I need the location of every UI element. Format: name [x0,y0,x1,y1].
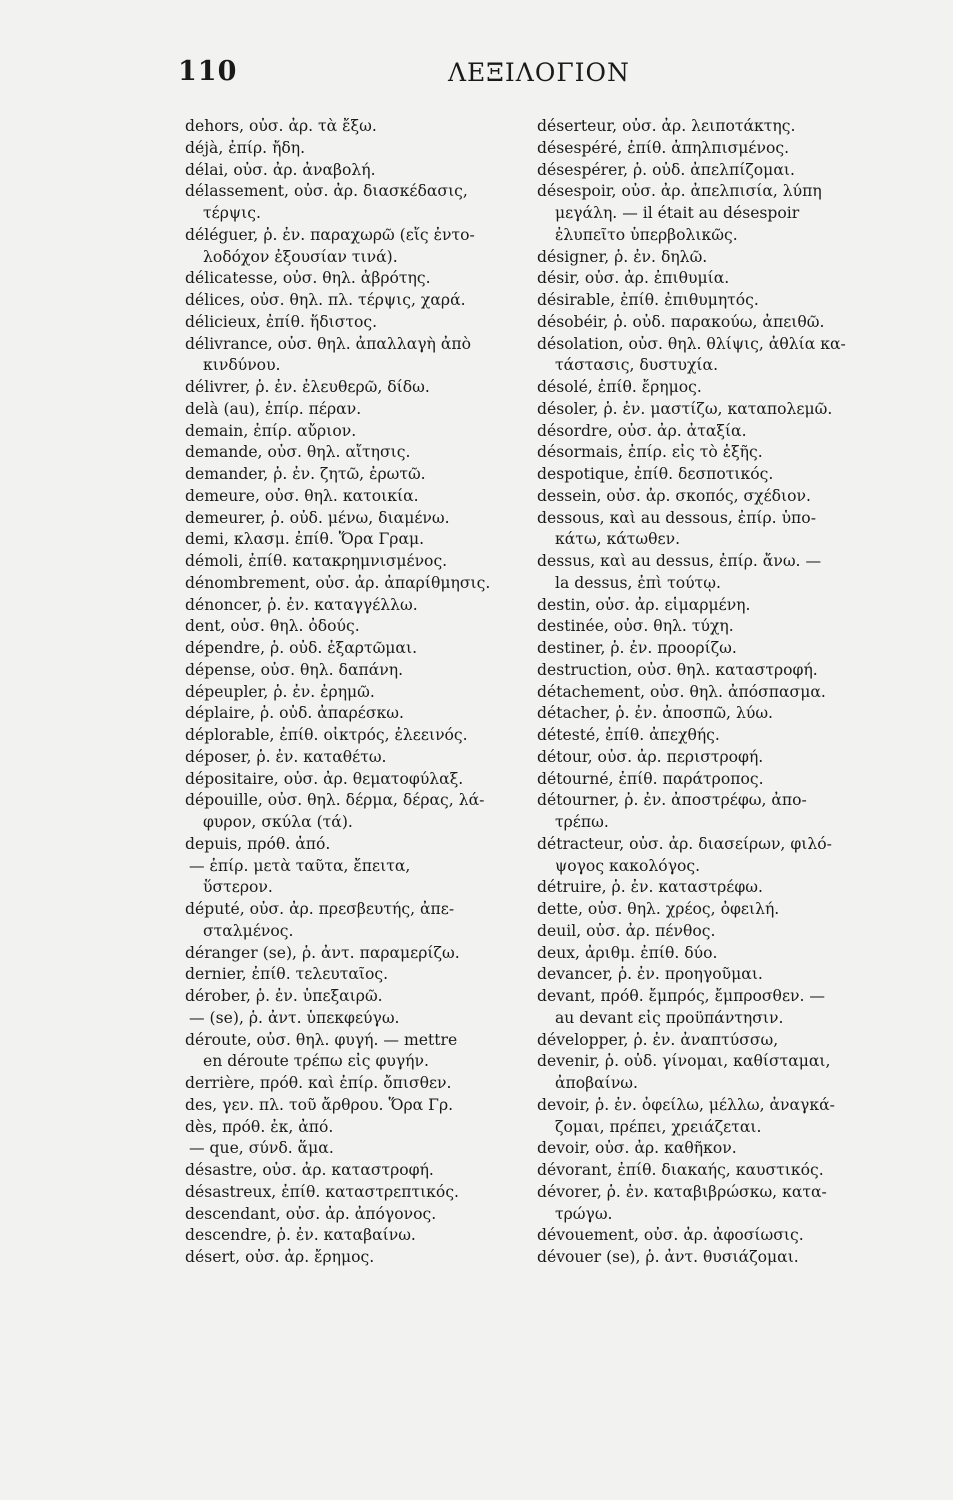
dictionary-entry-line: désolé, ἐπίθ. ἔρημος. [537,378,702,396]
dictionary-entry-line: despotique, ἐπίθ. δεσποτικός. [537,465,774,483]
dictionary-entry-line: détachement, οὐσ. θηλ. ἀπόσπασμα. [537,682,826,701]
dictionary-entry-line: désordre, οὐσ. ἀρ. ἀταξία. [537,421,747,440]
dictionary-entry-line: dette, οὐσ. θηλ. χρέος, ὀφειλή. [537,900,780,918]
dictionary-entry-line: τρέπω. [555,813,609,831]
dictionary-entry-line: depuis, πρόθ. ἀπό. [185,834,331,853]
dictionary-entry-line: déserteur, οὐσ. ἀρ. λειποτάκτης. [537,117,796,135]
dictionary-entry-line: la dessus, ἐπὶ τούτῳ. [555,573,721,592]
dictionary-entry-line: détacher, ῥ. ἐν. ἀποσπῶ, λύω. [537,704,773,723]
dictionary-entry-line: ἀποβαίνω. [555,1074,638,1092]
dictionary-entry-line: dévorant, ἐπίθ. διακαής, καυστικός. [537,1161,824,1179]
dictionary-entry-line: désobéir, ῥ. οὐδ. παρακούω, ἀπειθῶ. [537,312,825,331]
right-column [537,116,872,1269]
dictionary-entry-line: dévouement, οὐσ. ἀρ. ἀφοσίωσις. [537,1226,804,1245]
dictionary-entry-line: dent, οὐσ. θηλ. ὀδούς. [185,617,360,636]
dictionary-entry-line: déplaire, ῥ. οὐδ. ἀπαρέσκω. [185,704,404,723]
dictionary-entry-line: demain, ἐπίρ. αὔριον. [185,421,357,440]
dictionary-entry-line: dépense, οὐσ. θηλ. δαπάνη. [185,660,404,679]
dictionary-entry-line: deuil, οὐσ. ἀρ. πένθος. [537,921,716,940]
dictionary-entry-line: demande, οὐσ. θηλ. αἴτησις. [185,443,411,462]
dictionary-entry-line: déroute, οὐσ. θηλ. φυγή. — mettre [185,1030,458,1049]
dictionary-entry-line: dépeupler, ῥ. ἐν. ἐρημῶ. [185,682,375,701]
dictionary-entry-line: σταλμένος. [203,921,294,940]
dictionary-entry-line: développer, ῥ. ἐν. ἀναπτύσσω, [537,1030,779,1049]
dictionary-entry-line: devancer, ῥ. ἐν. προηγοῦμαι. [537,965,763,984]
dictionary-entry-line: descendant, οὐσ. ἀρ. ἀπόγονος. [185,1204,437,1223]
dictionary-entry-line: dévouer (se), ῥ. ἀντ. θυσιάζομαι. [537,1248,799,1266]
dictionary-entry-line: en déroute τρέπω εἰς φυγήν. [203,1052,429,1071]
dictionary-entry-line: destinée, οὐσ. θηλ. τύχη. [537,617,734,636]
dictionary-entry-line: ἐλυπεῖτο ὑπερβολικῶς. [555,225,738,244]
dictionary-entry-line: dernier, ἐπίθ. τελευταῖος. [185,965,389,984]
dictionary-entry-line: demander, ῥ. ἐν. ζητῶ, ἐρωτῶ. [185,465,426,483]
dictionary-entry-line: destruction, οὐσ. θηλ. καταστροφή. [537,660,818,679]
dictionary-entry-line: dehors, οὐσ. ἀρ. τὰ ἔξω. [185,117,377,135]
dictionary-entry-line: délivrer, ῥ. ἐν. ἐλευθερῶ, δίδω. [185,378,430,396]
dictionary-entry-line: devant, πρόθ. ἔμπρός, ἔμπροσθεν. — [537,987,826,1005]
dictionary-entry-line: délicieux, ἐπίθ. ἥδιστος. [185,312,378,331]
page-header [178,56,858,96]
dictionary-entry-line: démoli, ἐπίθ. κατακρημνισμένος. [185,552,448,570]
dictionary-entry-line: κινδύνου. [203,356,281,375]
dictionary-entry-line: ψογος κακολόγος. [555,856,701,875]
left-column [185,116,520,1269]
dictionary-entry-line: derrière, πρόθ. καὶ ἐπίρ. ὄπισθεν. [185,1074,452,1092]
dictionary-entry-line: ζομαι, πρέπει, χρειάζεται. [555,1117,762,1136]
dictionary-entry-line: détruire, ῥ. ἐν. καταστρέφω. [537,878,763,897]
dictionary-entry-line: τέρψις. [203,204,261,222]
dictionary-entry-line: délices, οὐσ. θηλ. πλ. τέρψις, χαρά. [185,291,466,309]
dictionary-entry-line: au devant εἰς προϋπάντησιν. [555,1008,784,1027]
dictionary-entry-line: désespoir, οὐσ. ἀρ. ἀπελπισία, λύπη [537,182,822,201]
dictionary-entry-line: désastre, οὐσ. ἀρ. καταστροφή. [185,1161,434,1179]
dictionary-entry-line: désirable, ἐπίθ. ἐπιθυμητός. [537,291,759,309]
dictionary-entry-line: désert, οὐσ. ἀρ. ἔρημος. [185,1248,375,1266]
dictionary-entry-line: désastreux, ἐπίθ. καταστρεπτικός. [185,1182,460,1201]
page-number: 110 [178,56,238,87]
dictionary-entry-line: dépouille, οὐσ. θηλ. δέρμα, δέρας, λά- [185,791,485,810]
dictionary-entry-line: — que, σύνδ. ἅμα. [189,1139,334,1158]
dictionary-entry-line: déranger (se), ῥ. ἀντ. παραμερίζω. [185,943,460,962]
dictionary-entry-line: τάστασις, δυστυχία. [555,356,719,375]
dictionary-entry-line: deux, ἀριθμ. ἐπίθ. δύο. [537,943,718,962]
dictionary-entry-line: déplorable, ἐπίθ. οἰκτρός, ἐλεεινός. [185,726,468,744]
dictionary-entry-line: délicatesse, οὐσ. θηλ. ἀβρότης. [185,269,431,288]
dictionary-entry-line: μεγάλη. — il était au désespoir [555,204,800,222]
dictionary-entry-line: dessus, καὶ au dessus, ἐπίρ. ἄνω. — [537,552,822,570]
dictionary-entry-line: destiner, ῥ. ἐν. προορίζω. [537,639,737,657]
dictionary-entry-line: désolation, οὐσ. θηλ. θλίψις, ἀθλία κα- [537,334,846,353]
dictionary-entry-line: κάτω, κάτωθεν. [555,530,681,549]
dictionary-entry-line: dessous, καὶ au dessous, ἐπίρ. ὑπο- [537,508,816,527]
dictionary-entry-line: descendre, ῥ. ἐν. καταβαίνω. [185,1226,416,1245]
dictionary-entry-line: désespéré, ἐπίθ. ἀπηλπισμένος. [537,138,790,157]
dictionary-entry-line: des, γεν. πλ. τοῦ ἄρθρου. Ὅρα Γρ. [185,1095,454,1114]
dictionary-entry-line: devoir, ῥ. ἐν. ὀφείλω, μέλλω, ἀναγκά- [537,1095,835,1114]
dictionary-entry-line: λοδόχον ἐξουσίαν τινά). [203,247,398,266]
dictionary-entry-line: demi, κλασμ. ἐπίθ. Ὅρα Γραμ. [185,530,425,549]
dictionary-entry-line: désir, οὐσ. ἀρ. ἐπιθυμία. [537,269,730,288]
dictionary-entry-line: demeure, οὐσ. θηλ. κατοικία. [185,486,419,505]
dictionary-entry-line: délai, οὐσ. ἀρ. ἀναβολή. [185,160,376,179]
dictionary-entry-line: τρώγω. [555,1204,613,1223]
dictionary-entry-line: délassement, οὐσ. ἀρ. διασκέδασις, [185,182,468,201]
dictionary-entry-line: détourner, ῥ. ἐν. ἀποστρέφω, ἀπο- [537,791,807,810]
dictionary-entry-line: déjà, ἐπίρ. ἤδη. [185,138,306,157]
dictionary-entry-line: devenir, ῥ. οὐδ. γίνομαι, καθίσταμαι, [537,1052,831,1071]
dictionary-entry-line: demeurer, ῥ. οὐδ. μένω, διαμένω. [185,508,450,527]
dictionary-entry-line: delà (au), ἐπίρ. πέραν. [185,399,362,418]
dictionary-entry-line: détracteur, οὐσ. ἀρ. διασείρων, φιλό- [537,834,832,853]
dictionary-entry-line: destin, οὐσ. ἀρ. εἱμαρμένη. [537,595,751,614]
dictionary-entry-line: député, οὐσ. ἀρ. πρεσβευτής, ἀπε- [185,900,455,918]
dictionary-entry-line: désormais, ἐπίρ. εἰς τὸ ἑξῆς. [537,443,763,462]
dictionary-entry-line: dès, πρόθ. ἐκ, ἀπό. [185,1117,334,1136]
dictionary-entry-line: dessein, οὐσ. ἀρ. σκοπός, σχέδιον. [537,486,811,505]
dictionary-entry-line: détour, οὐσ. ἀρ. περιστροφή. [537,747,764,766]
dictionary-entry-line: déposer, ῥ. ἐν. καταθέτω. [185,747,387,766]
dictionary-entry-line: dérober, ῥ. ἐν. ὑπεξαιρῶ. [185,987,383,1005]
dictionary-entry-line: dévorer, ῥ. ἐν. καταβιβρώσκω, κατα- [537,1182,827,1201]
dictionary-entry-line: dénombrement, οὐσ. ἀρ. ἀπαρίθμησις. [185,573,491,592]
dictionary-entry-line: devoir, οὐσ. ἀρ. καθῆκον. [537,1139,737,1158]
dictionary-entry-line: ὕστερον. [203,878,273,897]
running-title: ΛΕΞΙΛΟΓΙΟΝ [448,58,630,87]
dictionary-entry-line: désigner, ῥ. ἐν. δηλῶ. [537,247,708,266]
dictionary-entry-line: dénoncer, ῥ. ἐν. καταγγέλλω. [185,595,418,614]
dictionary-entry-line: dépositaire, οὐσ. ἀρ. θεματοφύλαξ. [185,769,464,788]
dictionary-entry-line: désoler, ῥ. ἐν. μαστίζω, καταπολεμῶ. [537,399,833,418]
dictionary-entry-line: — (se), ῥ. ἀντ. ὑπεκφεύγω. [189,1008,400,1027]
dictionary-entry-line: déléguer, ῥ. ἐν. παραχωρῶ (εἴς ἐντο- [185,225,475,244]
dictionary-entry-line: délivrance, οὐσ. θηλ. ἀπαλλαγὴ ἀπὸ [185,334,472,353]
dictionary-entry-line: dépendre, ῥ. οὐδ. ἐξαρτῶμαι. [185,639,418,657]
dictionary-entry-line: — ἐπίρ. μετὰ ταῦτα, ἔπειτα, [189,856,411,875]
dictionary-entry-line: détourné, ἐπίθ. παράτροπος. [537,769,764,788]
dictionary-entry-line: φυρον, σκύλα (τά). [203,813,353,831]
dictionary-entry-line: désespérer, ῥ. οὐδ. ἀπελπίζομαι. [537,160,795,179]
dictionary-entry-line: détesté, ἐπίθ. ἀπεχθής. [537,726,720,744]
